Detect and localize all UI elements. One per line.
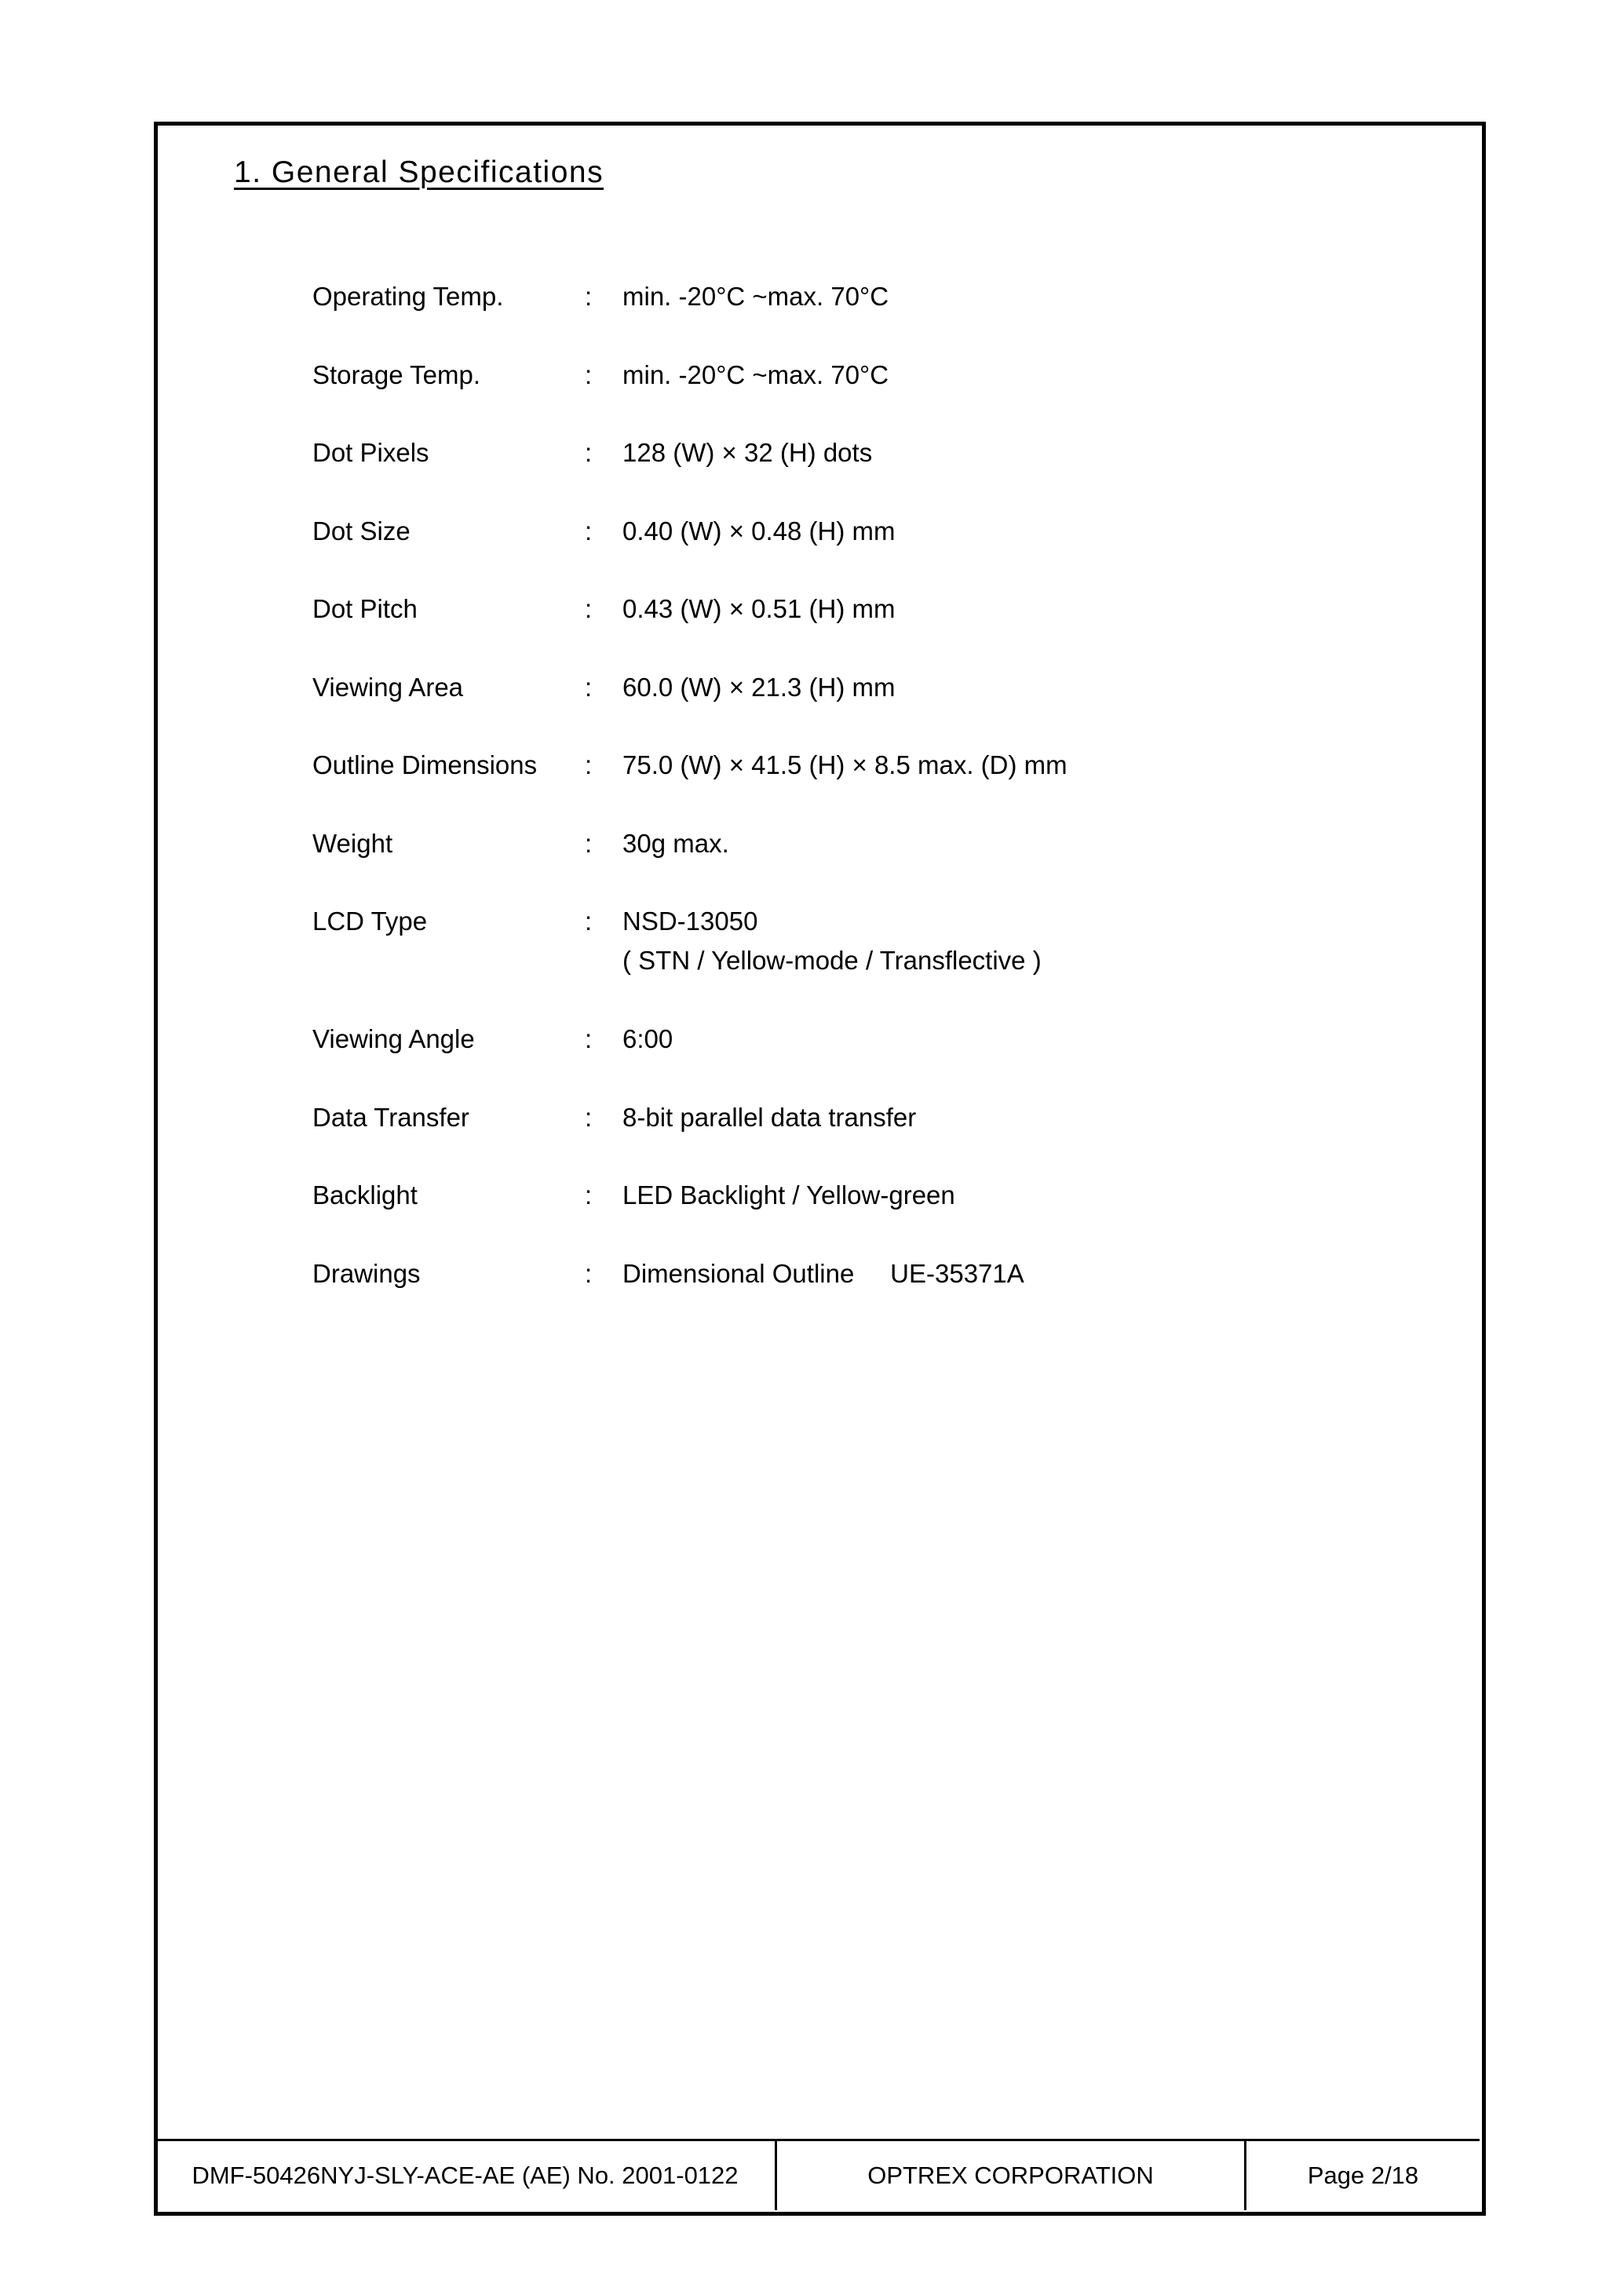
spec-value: 30g max.	[622, 829, 729, 858]
spec-label: Dot Pixels	[312, 438, 429, 467]
spec-label: Data Transfer	[312, 1103, 469, 1132]
spec-separator: :	[585, 907, 593, 936]
spec-value: Dimensional Outline UE-35371A	[622, 1259, 1024, 1288]
spec-value: min. -20°C ~max. 70°C	[622, 360, 889, 389]
spec-value: LED Backlight / Yellow-green	[622, 1180, 955, 1210]
spec-label: Backlight	[312, 1180, 418, 1210]
section-title: 1. General Specifications	[234, 155, 604, 189]
spec-separator: :	[585, 673, 593, 702]
spec-separator: :	[585, 438, 593, 467]
spec-value: 6:00	[622, 1024, 673, 1053]
spec-label: Storage Temp.	[312, 360, 481, 389]
spec-separator: :	[585, 1180, 593, 1210]
spec-value-line2: ( STN / Yellow-mode / Transflective )	[622, 946, 1042, 975]
spec-label: Operating Temp.	[312, 282, 504, 311]
spec-separator: :	[585, 1024, 593, 1053]
spec-separator: :	[585, 1259, 593, 1288]
spec-label: Dot Size	[312, 516, 411, 545]
spec-separator: :	[585, 594, 593, 623]
spec-label: Viewing Angle	[312, 1024, 475, 1053]
footer-document-number: DMF-50426NYJ-SLY-ACE-AE (AE) No. 2001-0122	[155, 2141, 777, 2210]
spec-separator: :	[585, 829, 593, 858]
spec-value: NSD-13050	[622, 907, 758, 936]
spec-separator: :	[585, 1103, 593, 1132]
spec-value: 0.40 (W) × 0.48 (H) mm	[622, 516, 896, 545]
spec-label: LCD Type	[312, 907, 428, 936]
spec-value: min. -20°C ~max. 70°C	[622, 282, 889, 311]
spec-value: 8-bit parallel data transfer	[622, 1103, 917, 1132]
spec-separator: :	[585, 282, 593, 311]
footer-company: OPTREX CORPORATION	[777, 2141, 1246, 2210]
page-footer	[155, 2139, 1480, 2210]
spec-label: Viewing Area	[312, 673, 464, 702]
spec-value: 0.43 (W) × 0.51 (H) mm	[622, 594, 896, 623]
spec-label: Weight	[312, 829, 393, 858]
spec-value: 60.0 (W) × 21.3 (H) mm	[622, 673, 896, 702]
footer-page-number: Page 2/18	[1307, 2162, 1419, 2189]
spec-value: 75.0 (W) × 41.5 (H) × 8.5 max. (D) mm	[622, 750, 1067, 779]
spec-label: Drawings	[312, 1259, 421, 1288]
spec-label: Outline Dimensions	[312, 750, 538, 779]
spec-label: Dot Pitch	[312, 594, 418, 623]
spec-separator: :	[585, 750, 593, 779]
spec-value: 128 (W) × 32 (H) dots	[622, 438, 873, 467]
spec-separator: :	[585, 360, 593, 389]
spec-separator: :	[585, 516, 593, 545]
